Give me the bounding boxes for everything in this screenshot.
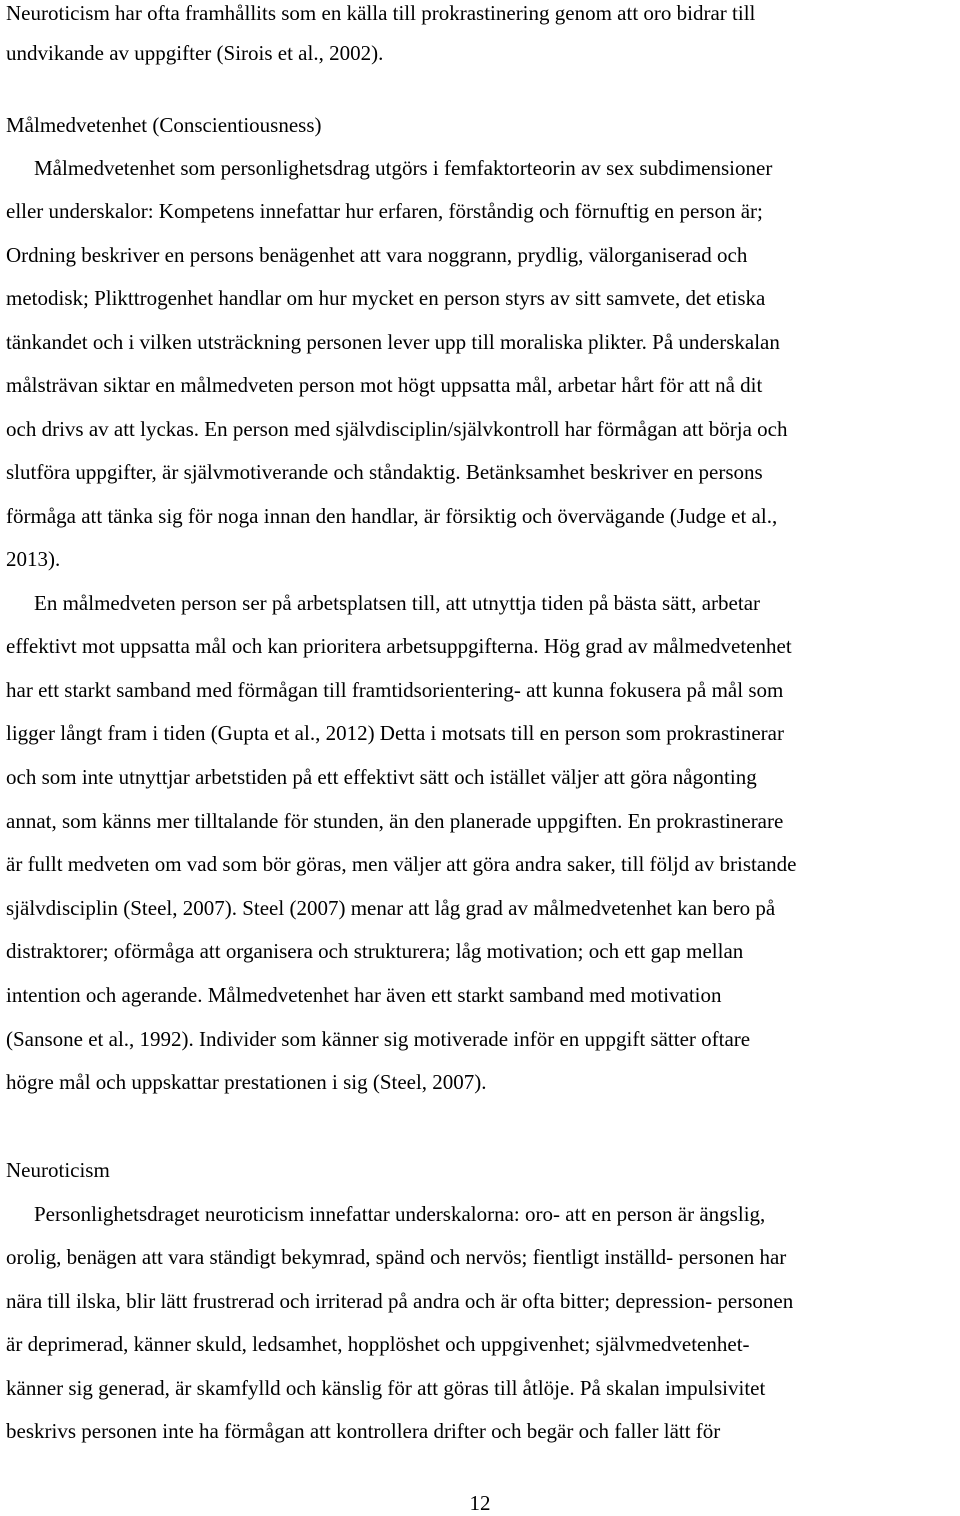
text-line: är fullt medveten om vad som bör göras, men väljer att göra andra saker, till följd av bristande	[6, 852, 797, 876]
text-line: 2013).	[6, 547, 61, 571]
text-line: målsträvan siktar en målmedveten person mot högt uppsatta mål, arbetar hårt för att nå dit	[6, 373, 763, 397]
text-line: ligger långt fram i tiden (Gupta et al., 2012) Detta i motsats till en person som prokrastinerar	[6, 721, 784, 745]
text-line: intention och agerande. Målmedvetenhet har även ett starkt samband med motivation	[6, 983, 722, 1007]
text-line: förmåga att tänka sig för noga innan den handlar, är försiktig och övervägande (Judge et al.,	[6, 504, 778, 528]
text-line: är deprimerad, känner skuld, ledsamhet, hopplöshet och uppgivenhet; självmedvetenhet-	[6, 1332, 750, 1356]
text-line: effektivt mot uppsatta mål och kan prioritera arbetsuppgifterna. Hög grad av målmedvetenhet	[6, 634, 792, 658]
text-line: nära till ilska, blir lätt frustrerad och irriterad på andra och är ofta bitter; depression- personen	[6, 1289, 794, 1313]
text-line: annat, som känns mer tilltalande för stunden, än den planerade uppgiften. En prokrastinerare	[6, 809, 784, 833]
text-line: Personlighetsdraget neuroticism innefattar underskalorna: oro- att en person är ängslig,	[34, 1202, 766, 1226]
section-heading: Neuroticism	[6, 1158, 110, 1182]
page-number: 12	[469, 1491, 491, 1515]
text-line: och som inte utnyttjar arbetstiden på ett effektivt sätt och istället väljer att göra någonting	[6, 765, 757, 789]
text-line: självdisciplin (Steel, 2007). Steel (2007) menar att låg grad av målmedvetenhet kan bero på	[6, 896, 776, 920]
text-line: orolig, benägen att vara ständigt bekymrad, spänd och nervös; fientligt inställd- personen har	[6, 1245, 787, 1269]
text-line: distraktorer; oförmåga att organisera och strukturera; låg motivation; och ett gap mellan	[6, 939, 744, 963]
text-line: (Sansone et al., 1992). Individer som känner sig motiverade inför en uppgift sätter oftare	[6, 1027, 751, 1051]
text-line: har ett starkt samband med förmågan till framtidsorientering- att kunna fokusera på mål som	[6, 678, 784, 702]
text-line: undvikande av uppgifter (Sirois et al., 2002).	[6, 41, 384, 65]
text-line: beskrivs personen inte ha förmågan att kontrollera drifter och begär och faller lätt för	[6, 1419, 721, 1443]
text-line: eller underskalor: Kompetens innefattar hur erfaren, förståndig och förnuftig en person är;	[6, 199, 763, 223]
text-line: En målmedveten person ser på arbetsplatsen till, att utnyttja tiden på bästa sätt, arbetar	[34, 591, 761, 615]
text-line: metodisk; Plikttrogenhet handlar om hur mycket en person styrs av sitt samvete, det etiska	[6, 286, 766, 310]
text-line: och drivs av att lyckas. En person med självdisciplin/självkontroll har förmågan att börja och	[6, 417, 788, 441]
section-heading: Målmedvetenhet (Conscientiousness)	[6, 113, 322, 137]
text-line: Neuroticism har ofta framhållits som en källa till prokrastinering genom att oro bidrar till	[6, 1, 756, 25]
text-line: slutföra uppgifter, är självmotiverande och ståndaktig. Betänksamhet beskriver en persons	[6, 460, 763, 484]
text-line: Målmedvetenhet som personlighetsdrag utgörs i femfaktorteorin av sex subdimensioner	[34, 156, 773, 180]
text-line: högre mål och uppskattar prestationen i sig (Steel, 2007).	[6, 1070, 487, 1094]
text-line: Ordning beskriver en persons benägenhet att vara noggrann, prydlig, välorganiserad och	[6, 243, 748, 267]
text-line: tänkandet och i vilken utsträckning personen lever upp till moraliska plikter. På underskalan	[6, 330, 780, 354]
text-line: känner sig generad, är skamfylld och känslig för att göras till åtlöje. På skalan impulsivitet	[6, 1376, 766, 1400]
